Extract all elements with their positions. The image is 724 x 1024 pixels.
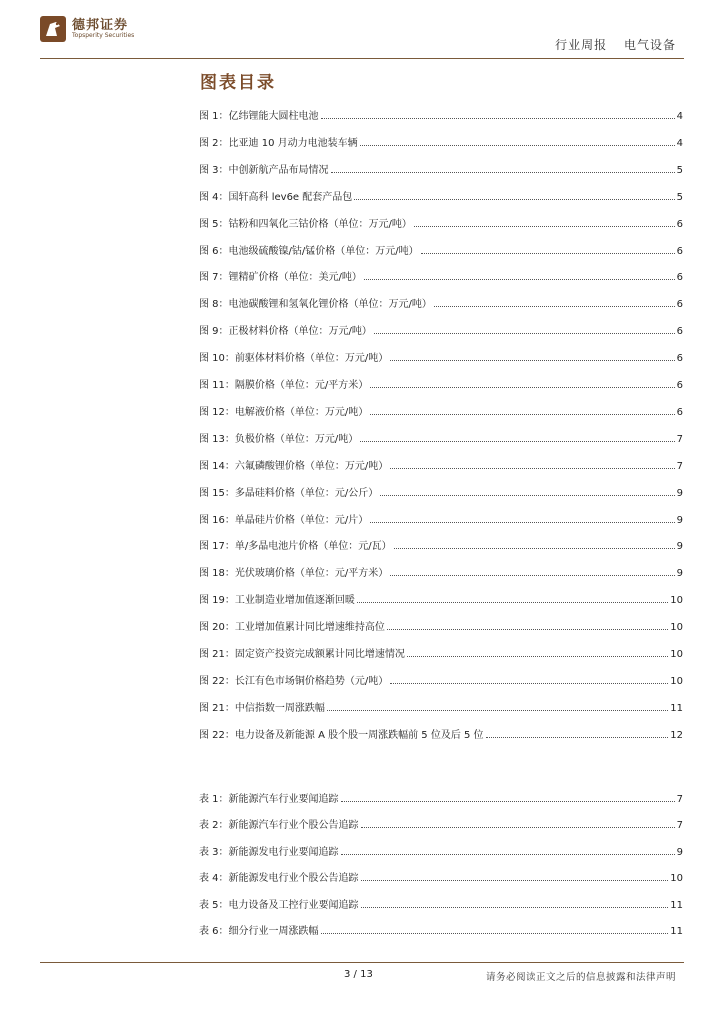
table-entry[interactable] [199, 923, 683, 937]
dot-leader [414, 226, 675, 227]
dot-leader [370, 414, 674, 415]
entry-page-number: 10 [670, 595, 683, 607]
entry-page-number: 9 [676, 846, 683, 858]
dot-leader [434, 306, 675, 307]
brand-name-en: Topsperity Securities [72, 31, 135, 39]
entry-label: 图 9：正极材料价格（单位：万元/吨） [199, 326, 372, 338]
table-entry[interactable] [199, 870, 683, 884]
figure-entry[interactable] [199, 162, 683, 176]
figure-entry[interactable] [199, 404, 683, 418]
dot-leader [390, 468, 674, 469]
entry-label: 图 22：电力设备及新能源 A 股个股一周涨跌幅前 5 位及后 5 位 [199, 729, 484, 741]
entry-page-number: 6 [676, 406, 683, 418]
dot-leader [360, 145, 675, 146]
entry-page-number: 6 [676, 272, 683, 284]
figure-entry[interactable] [199, 646, 683, 660]
figure-entry[interactable] [199, 296, 683, 310]
entry-page-number: 6 [676, 218, 683, 230]
entry-page-number: 10 [670, 649, 683, 660]
dot-leader [486, 737, 669, 738]
brand-logo [38, 14, 134, 44]
figure-entry[interactable] [199, 350, 683, 364]
entry-label: 图 2：比亚迪 10 月动力电池装车辆 [199, 137, 358, 149]
figure-entry[interactable] [199, 431, 683, 445]
figure-entry[interactable] [199, 269, 683, 283]
entry-page-number: 9 [676, 514, 683, 526]
figure-entry[interactable] [199, 619, 683, 633]
figure-entry[interactable] [199, 189, 683, 203]
dot-leader [390, 360, 674, 361]
entry-page-number: 7 [676, 794, 683, 805]
dot-leader [360, 441, 674, 442]
toc-title: 图表目录 [200, 73, 276, 93]
report-type: 行业周报 [555, 38, 608, 52]
entry-label: 图 14：六氟磷酸锂价格（单位：万元/吨） [199, 460, 389, 472]
dot-leader [390, 683, 668, 684]
entry-label: 图 15：多晶硅料价格（单位：元/公斤） [199, 487, 379, 499]
dot-leader [321, 118, 675, 119]
entry-page-number: 6 [676, 380, 683, 391]
entry-page-number: 7 [676, 433, 683, 445]
entry-label: 图 19：工业制造业增加值逐渐回暖 [199, 595, 355, 607]
dragon-logo-icon [38, 14, 68, 44]
entry-label: 图 4：国轩高科 lev6e 配套产品包 [199, 191, 353, 203]
figure-entry[interactable] [199, 485, 683, 499]
entry-page-number: 7 [676, 460, 683, 472]
entry-page-number: 10 [670, 622, 683, 634]
brand-name: 德邦证券 [72, 17, 129, 33]
entry-label: 图 6：电池级硫酸镍/钴/锰价格（单位：万元/吨） [199, 245, 419, 257]
figure-entry[interactable] [199, 377, 683, 391]
entry-page-number: 4 [676, 111, 683, 122]
entry-label: 图 1：亿纬锂能大圆柱电池 [199, 111, 319, 122]
entry-page-number: 5 [676, 164, 683, 176]
dot-leader [341, 854, 675, 855]
entry-label: 表 6：细分行业一周涨跌幅 [199, 926, 319, 937]
entry-page-number: 10 [670, 873, 683, 885]
footer-divider [40, 962, 684, 963]
entry-label: 表 2：新能源汽车行业个股公告追踪 [199, 820, 359, 832]
dot-leader [364, 279, 675, 280]
sector-name: 电气设备 [623, 38, 676, 52]
entry-page-number: 6 [676, 326, 683, 338]
dot-leader [421, 253, 675, 254]
entry-label: 表 4：新能源发电行业个股公告追踪 [199, 873, 359, 885]
entry-label: 图 20：工业增加值累计同比增速维持高位 [199, 622, 385, 634]
entry-label: 图 8：电池碳酸锂和氢氧化锂价格（单位：万元/吨） [199, 299, 432, 311]
page-number: 3 / 13 [344, 969, 373, 980]
dot-leader [394, 548, 675, 549]
dot-leader [331, 172, 675, 173]
entry-label: 图 18：光伏玻璃价格（单位：元/平方米） [199, 568, 389, 580]
legal-disclaimer: 请务必阅读正文之后的信息披露和法律声明 [485, 972, 676, 983]
table-entry[interactable] [199, 817, 683, 831]
header-tags [555, 36, 676, 53]
entry-page-number: 11 [670, 899, 683, 911]
figure-entry[interactable] [199, 727, 683, 741]
entry-page-number: 9 [676, 541, 683, 553]
figure-entry[interactable] [199, 512, 683, 526]
entry-label: 图 10：前驱体材料价格（单位：万元/吨） [199, 353, 389, 365]
figure-entry[interactable] [199, 216, 683, 230]
dot-leader [407, 656, 668, 657]
dot-leader [380, 495, 674, 496]
dot-leader [374, 333, 675, 334]
entry-page-number: 11 [670, 926, 683, 937]
figure-entry[interactable] [199, 673, 683, 687]
figure-entry[interactable] [199, 458, 683, 472]
figure-entry[interactable] [199, 538, 683, 552]
table-entry[interactable] [199, 897, 683, 911]
entry-page-number: 5 [676, 191, 683, 203]
entry-page-number: 11 [670, 702, 683, 714]
entry-page-number: 4 [676, 137, 683, 149]
dot-leader [387, 629, 668, 630]
dot-leader [327, 710, 668, 711]
entry-label: 表 1：新能源汽车行业要闻追踪 [199, 794, 339, 805]
dot-leader [361, 907, 669, 908]
entry-page-number: 7 [676, 820, 683, 832]
entry-label: 图 12：电解液价格（单位：万元/吨） [199, 406, 369, 418]
dot-leader [390, 575, 674, 576]
entry-page-number: 12 [670, 729, 683, 741]
dot-leader [357, 602, 668, 603]
entry-label: 图 17：单/多晶电池片价格（单位：元/瓦） [199, 541, 392, 553]
dot-leader [370, 522, 674, 523]
figure-entry[interactable] [199, 700, 683, 714]
header-divider [40, 58, 684, 59]
entry-page-number: 6 [676, 245, 683, 257]
dot-leader [341, 801, 675, 802]
entry-label: 图 5：钴粉和四氧化三钴价格（单位：万元/吨） [199, 218, 412, 230]
dot-leader [361, 827, 675, 828]
dot-leader [361, 880, 669, 881]
entry-label: 图 13：负极价格（单位：万元/吨） [199, 433, 359, 445]
entry-page-number: 9 [676, 487, 683, 499]
entry-label: 图 7：锂精矿价格（单位：美元/吨） [199, 272, 362, 284]
dot-leader [370, 387, 674, 388]
dot-leader [354, 199, 674, 200]
entry-page-number: 6 [676, 353, 683, 365]
entry-label: 图 22：长江有色市场铜价格趋势（元/吨） [199, 675, 389, 687]
figure-entry[interactable] [199, 323, 683, 337]
dot-leader [321, 933, 669, 934]
figure-entry[interactable] [199, 592, 683, 606]
entry-page-number: 6 [676, 299, 683, 311]
entry-page-number: 9 [676, 568, 683, 580]
entry-label: 图 16：单晶硅片价格（单位：元/片） [199, 514, 369, 526]
figure-entry[interactable] [199, 108, 683, 122]
figure-entry[interactable] [199, 565, 683, 579]
figure-entry[interactable] [199, 243, 683, 257]
entry-label: 图 3：中创新航产品布局情况 [199, 164, 329, 176]
entry-label: 图 11：隔膜价格（单位：元/平方米） [199, 380, 369, 391]
entry-label: 表 5：电力设备及工控行业要闻追踪 [199, 899, 359, 911]
figure-entry[interactable] [199, 135, 683, 149]
table-entry[interactable] [199, 791, 683, 805]
entry-label: 图 21：固定资产投资完成额累计同比增速情况 [199, 649, 405, 660]
entry-label: 图 21：中信指数一周涨跌幅 [199, 702, 325, 714]
entry-label: 表 3：新能源发电行业要闻追踪 [199, 846, 339, 858]
entry-page-number: 10 [670, 675, 683, 687]
table-entry[interactable] [199, 844, 683, 858]
